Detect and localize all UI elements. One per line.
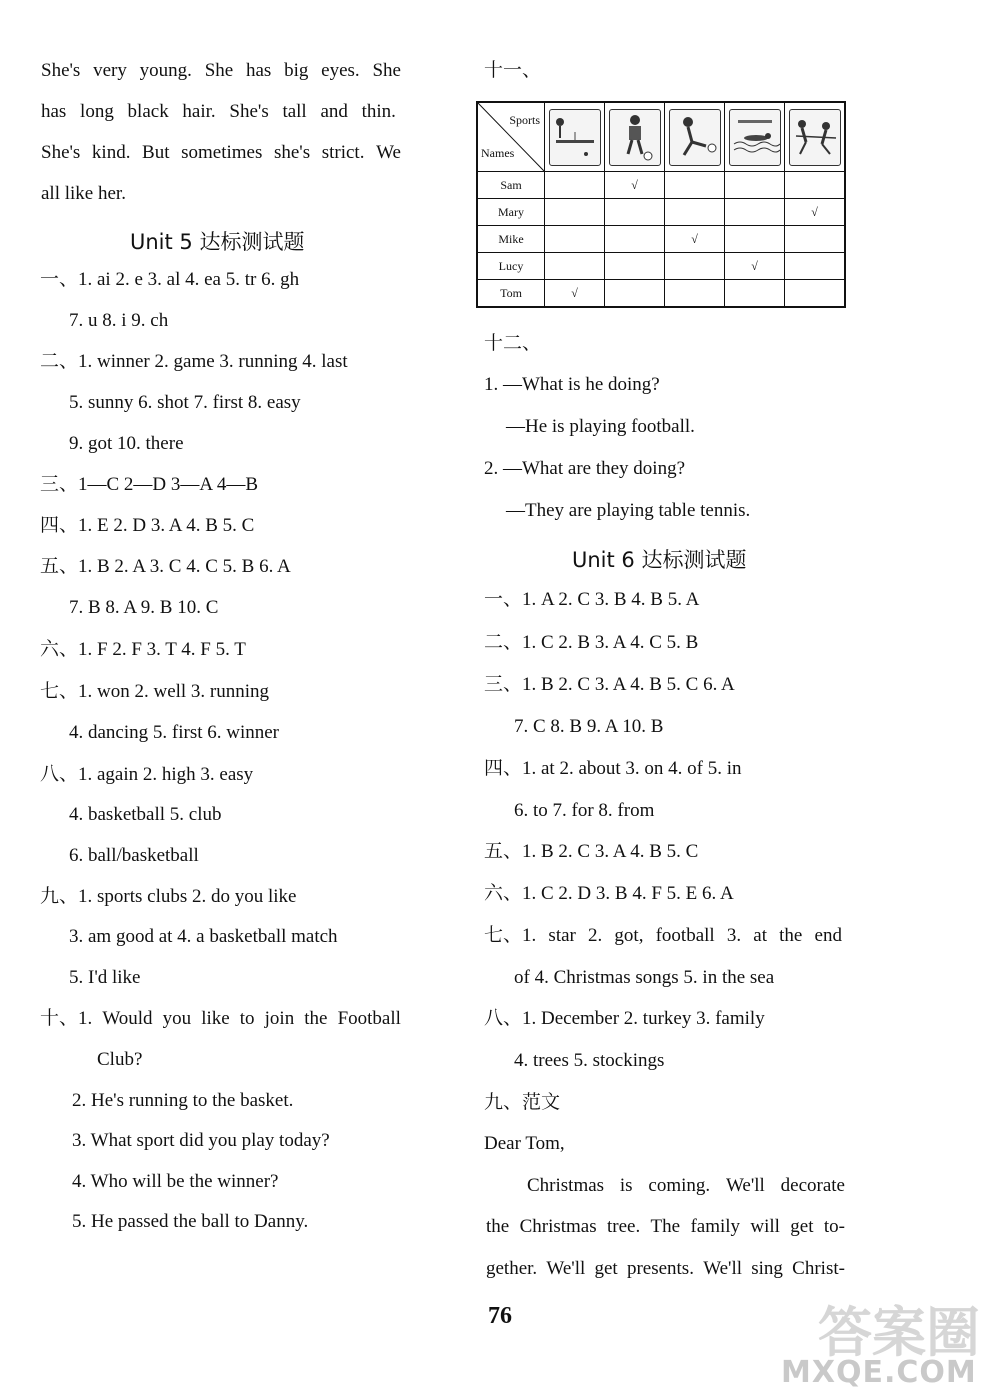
word: hair. <box>182 101 216 122</box>
word: the <box>304 1008 328 1029</box>
word: Christ- <box>792 1258 845 1279</box>
corner-names-label: Names <box>481 146 515 160</box>
sports-table <box>476 101 846 308</box>
check-mark-cell <box>605 280 665 308</box>
u6-answer-line: 4. trees 5. stockings <box>514 1050 665 1071</box>
table-corner-cell <box>477 102 545 172</box>
word: join <box>264 1008 295 1029</box>
u6-answer-line: 6. to 7. for 8. from <box>514 800 655 821</box>
check-mark-cell <box>785 172 846 199</box>
word: you <box>162 1008 192 1029</box>
table-row <box>477 253 845 280</box>
word: She <box>204 60 234 81</box>
u5-answer-line: 六、1. F 2. F 3. T 4. F 5. T <box>40 639 246 660</box>
word: has <box>245 60 272 81</box>
sport-picture-cell <box>725 102 785 172</box>
word: gether. <box>486 1258 538 1279</box>
word: has <box>41 101 67 122</box>
u6-answer-line: 五、1. B 2. C 3. A 4. B 5. C <box>484 841 699 862</box>
word: Would <box>102 1008 153 1029</box>
u6-answer-line: 八、1. December 2. turkey 3. family <box>484 1008 765 1029</box>
u5-answer-line: 5. He passed the ball to Danny. <box>72 1211 309 1232</box>
check-mark-cell <box>785 280 846 308</box>
word: end <box>814 925 842 946</box>
check-mark-cell <box>665 280 725 308</box>
essay-label: 九、范文 <box>484 1092 561 1113</box>
word: young. <box>139 60 192 81</box>
u5-answer-line: 八、1. again 2. high 3. easy <box>40 764 254 785</box>
word: kind. <box>91 142 131 163</box>
essay-line <box>486 1258 845 1280</box>
word: football <box>655 925 715 946</box>
unit6-title: Unit 6 达标测试题 <box>572 548 747 572</box>
word: decorate <box>780 1175 845 1196</box>
kicking-ball-icon <box>669 109 721 166</box>
word: to- <box>823 1216 845 1237</box>
word: thin. <box>361 101 396 122</box>
word: She's <box>41 60 81 81</box>
word: is <box>619 1175 633 1196</box>
sport-picture-cell <box>785 102 846 172</box>
check-mark-cell <box>725 199 785 226</box>
check-mark-cell <box>545 253 605 280</box>
check-mark-cell <box>725 226 785 253</box>
u6-answer-line: 四、1. at 2. about 3. on 4. of 5. in <box>484 758 742 779</box>
word: to <box>239 1008 255 1029</box>
check-mark-cell <box>545 199 605 226</box>
intro-line-4: all like her. <box>41 183 126 204</box>
word: sing <box>751 1258 783 1279</box>
word: We'll <box>546 1258 586 1279</box>
dialog-line: 2. —What are they doing? <box>484 458 686 479</box>
sport-picture-cell <box>605 102 665 172</box>
essay-line: Dear Tom, <box>484 1133 565 1154</box>
u5-answer-line: 5. I'd like <box>69 967 141 988</box>
word: 十、1. <box>40 1008 93 1029</box>
dialog-line: 1. —What is he doing? <box>484 374 660 395</box>
essay-line <box>486 1216 845 1238</box>
u5-answer-line: 4. basketball 5. club <box>69 804 222 825</box>
word: Football <box>337 1008 401 1029</box>
check-mark-cell <box>725 172 785 199</box>
table-row <box>477 199 845 226</box>
word: the <box>779 925 803 946</box>
sport-picture-cell <box>545 102 605 172</box>
word: 七、1. <box>484 925 537 946</box>
u5-answer-line: 7. u 8. i 9. ch <box>69 310 169 331</box>
check-mark-cell <box>785 226 846 253</box>
u5-answer-line <box>40 1008 401 1030</box>
word: will <box>750 1216 780 1237</box>
word: the <box>486 1216 510 1237</box>
u5-answer-line: 九、1. sports clubs 2. do you like <box>40 886 297 907</box>
word: We <box>376 142 401 163</box>
word: like <box>201 1008 230 1029</box>
word: She <box>372 60 401 81</box>
check-mark-cell: √ <box>725 253 785 280</box>
word: tree. <box>606 1216 641 1237</box>
check-mark-cell <box>785 253 846 280</box>
word: We'll <box>703 1258 743 1279</box>
table-row <box>477 172 845 199</box>
word: She's <box>229 101 269 122</box>
word: The <box>650 1216 681 1237</box>
u6-answer-line: of 4. Christmas songs 5. in the sea <box>514 967 775 988</box>
u5-answer-line: 6. ball/basketball <box>69 845 199 866</box>
name-cell: Mike <box>477 226 545 253</box>
u6-answer-line: 三、1. B 2. C 3. A 4. B 5. C 6. A <box>484 674 735 695</box>
table-row <box>477 280 845 308</box>
u6-answer-line: 7. C 8. B 9. A 10. B <box>514 716 664 737</box>
word: she's <box>273 142 311 163</box>
u5-answer-line: 七、1. won 2. well 3. running <box>40 681 270 702</box>
u5-answer-line: 4. Who will be the winner? <box>72 1171 279 1192</box>
word: long <box>80 101 114 122</box>
check-mark-cell: √ <box>545 280 605 308</box>
check-mark-cell: √ <box>665 226 725 253</box>
word: star <box>548 925 576 946</box>
u5-answer-line: 9. got 10. there <box>69 433 184 454</box>
dialog-line: —He is playing football. <box>506 416 695 437</box>
page-number: 76 <box>488 1303 512 1329</box>
u6-answer-line: 二、1. C 2. B 3. A 4. C 5. B <box>484 632 699 653</box>
u5-answer-line: 四、1. E 2. D 3. A 4. B 5. C <box>40 515 255 536</box>
word: tall <box>282 101 307 122</box>
word: 2. <box>588 925 603 946</box>
u5-answer-line: 五、1. B 2. A 3. C 4. C 5. B 6. A <box>40 556 291 577</box>
check-mark-cell <box>665 199 725 226</box>
check-mark-cell <box>605 226 665 253</box>
word: Christmas <box>527 1175 605 1196</box>
word: at <box>753 925 767 946</box>
section-11-label: 十一、 <box>484 60 542 81</box>
u5-answer-line: 2. He's running to the basket. <box>72 1090 294 1111</box>
check-mark-cell: √ <box>605 172 665 199</box>
word: presents. <box>626 1258 694 1279</box>
word: We'll <box>725 1175 765 1196</box>
check-mark-cell <box>725 280 785 308</box>
u5-answer-line: 一、1. ai 2. e 3. al 4. ea 5. tr 6. gh <box>40 269 300 290</box>
corner-sports-label: Sports <box>509 113 540 127</box>
word: family <box>690 1216 741 1237</box>
u5-answer-line: Club? <box>97 1049 143 1070</box>
intro-line-3 <box>41 142 401 164</box>
word: Christmas <box>519 1216 597 1237</box>
word: got, <box>614 925 644 946</box>
check-mark-cell <box>665 253 725 280</box>
u5-answer-line: 3. am good at 4. a basketball match <box>69 926 338 947</box>
name-cell: Lucy <box>477 253 545 280</box>
essay-line <box>527 1175 845 1197</box>
check-mark-cell <box>665 172 725 199</box>
football-player-icon <box>609 109 661 166</box>
check-mark-cell <box>545 226 605 253</box>
name-cell: Tom <box>477 280 545 308</box>
word: sometimes <box>181 142 263 163</box>
name-cell: Mary <box>477 199 545 226</box>
word: get <box>790 1216 814 1237</box>
dialog-line: —They are playing table tennis. <box>506 500 751 521</box>
intro-line-1 <box>41 60 401 82</box>
u5-answer-line: 5. sunny 6. shot 7. first 8. easy <box>69 392 301 413</box>
name-cell: Sam <box>477 172 545 199</box>
swimming-icon <box>729 109 781 166</box>
watermark-url: MXQE.COM <box>781 1355 977 1390</box>
table-row <box>477 226 845 253</box>
check-mark-cell <box>605 199 665 226</box>
word: She's <box>41 142 81 163</box>
tug-of-war-icon <box>789 109 841 166</box>
word: strict. <box>321 142 365 163</box>
u5-answer-line: 二、1. winner 2. game 3. running 4. last <box>40 351 348 372</box>
u6-answer-line: 一、1. A 2. C 3. B 4. B 5. A <box>484 589 700 610</box>
u5-answer-line: 7. B 8. A 9. B 10. C <box>69 597 219 618</box>
word: and <box>320 101 348 122</box>
word: get <box>594 1258 618 1279</box>
intro-line-2 <box>41 101 396 123</box>
unit5-title: Unit 5 达标测试题 <box>130 230 305 254</box>
check-mark-cell: √ <box>785 199 846 226</box>
word: big <box>284 60 309 81</box>
u5-answer-line: 3. What sport did you play today? <box>72 1130 330 1151</box>
check-mark-cell <box>545 172 605 199</box>
section-12-label: 十二、 <box>484 333 542 354</box>
table-tennis-icon <box>549 109 601 166</box>
word: eyes. <box>321 60 360 81</box>
word: But <box>142 142 170 163</box>
check-mark-cell <box>605 253 665 280</box>
u5-answer-line: 4. dancing 5. first 6. winner <box>69 722 280 743</box>
word: coming. <box>648 1175 711 1196</box>
u6-answer-line <box>484 925 842 947</box>
watermark-logo-text: 答案圈 <box>818 1301 980 1364</box>
word: 3. <box>726 925 742 946</box>
u6-answer-line: 六、1. C 2. D 3. B 4. F 5. E 6. A <box>484 883 734 904</box>
sport-picture-cell <box>665 102 725 172</box>
word: very <box>93 60 127 81</box>
u5-answer-line: 三、1—C 2—D 3—A 4—B <box>40 474 258 495</box>
word: black <box>127 101 169 122</box>
